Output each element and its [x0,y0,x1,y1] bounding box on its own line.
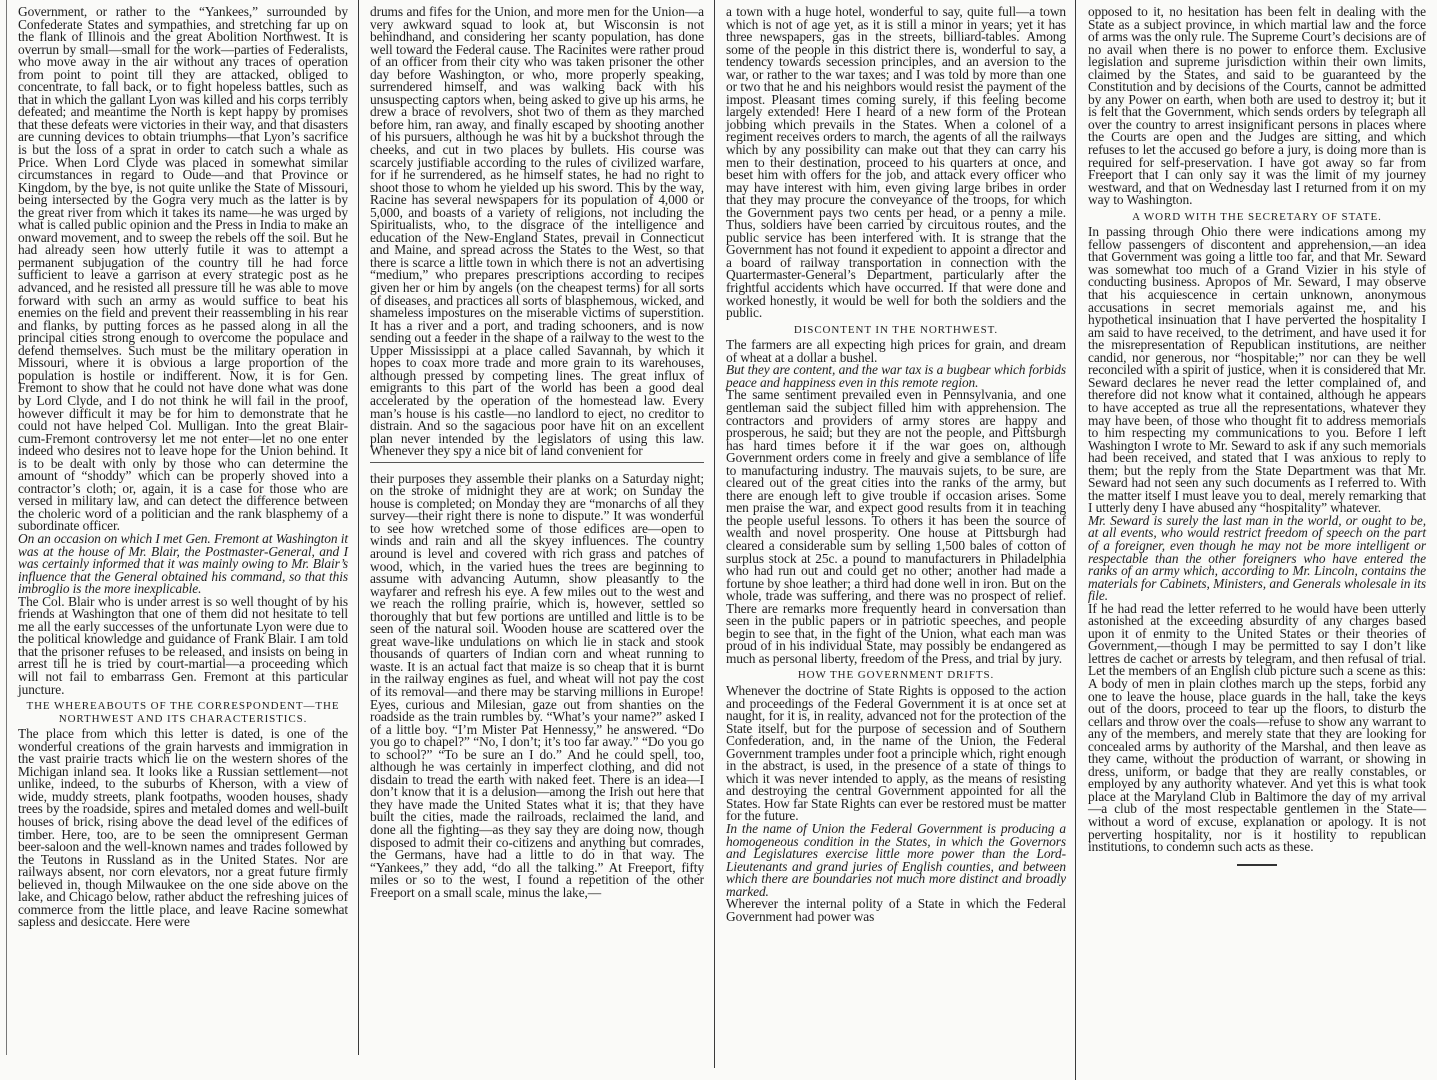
section-heading: HOW THE GOVERNMENT DRIFTS. [797,669,995,682]
column-rule-left [6,0,7,1055]
italic-paragraph: In the name of Union the Federal Government is producing a homogeneous condition in the States, in which the Governors and Legislatures exercise little more power than the Lord-Lieutenants and grand juries of English counties, and between which there are boundaries not much more distinct and broadly marked. [726,821,1066,899]
column-2 [360,0,712,1070]
article-end-rule [1237,864,1277,866]
column-3 [716,0,1074,1070]
paragraph: Government, or rather to the “Yankees,” surrounded by Confederate States and sympathies, and stretching far up on the flank of Illinois and the great Abolition Northwest. It is overrun by small—small for the work—parties of Federalists, who move away in the air without any traces of operation from point to point till they are attacked, obliged to concentrate, to fall back, or to fight hopeless battles, such as that in which the gallant Lyon was killed and his corps terribly defeated; and meantime the North is kept happy by promises that these defeats were victories in their way, and that disasters are cunning devices to obtain triumphs—that Lyon’s sacrifice is but the loss of a sprat in order to catch such a whale as Price. When Lord Clyde was placed in somewhat similar circumstances in regard to Oude—and that Province or Kingdom, by the bye, is not quite unlike the State of Missouri, being intersected by the Gogra very much as the latter is by the great river from which it takes its name—he was urged by what is called public opinion and the Press in India to make an onward movement, and to sweep the rebels off the soil. But he had already seen how utterly futile it was to attempt a permanent subjugation of the country till he had force sufficient to leave a garrison at every strategic post as he advanced, and he resisted all pressure till he was able to move forward with such an army as would suffice to beat his enemies on the field and prevent their reassembling in his rear and flanks, by putting forces as he passed along in all the principal cities strong enough to overcome the populace and defend themselves. Such must be the military operation in Missouri, where it is obvious a large proportion of the population is hostile or indifferent. Now, it is for Gen. Fremont to show that he could not have done what was done by Lord Clyde, and I do not think he will fail in the proof, however difficult it may be for him to demonstrate that he could not have helped Col. Mulligan. Into the great Blair-cum-Fremont controversy let me not enter—let no one enter indeed who desires not to leave hope for the Union behind. It is to be dealt with only by those who can determine the amount of “shoddy” which can be properly shoved into a contractor’s cloth; or, again, it is a case for those who are versed in military law, and can detect the difference between the choleric word of a politician and the rank blasphemy of a subordinate officer. [18,4,348,534]
column-4 [1078,0,1434,1070]
column-rule-1 [358,0,359,1055]
paragraph: The same sentiment prevailed even in Pennsylvania, and one gentleman said the subject filled him with apprehension. The contractors and providers of army stores are happy and prosperous, he said; but they are not the people, and Pittsburgh has hard times before it if the war goes on, although Government orders come in freely and give a semblance of life to manufacturing industry. The mauvais sujets, to be sure, are cleared out of the great cities into the ranks of the army, but there are enough left to give trouble if occasion arises. Some men praise the war, and expect good results from it in teaching the people useful lessons. To others it has been the source of wealth and novel prosperity. One house at Pittsburgh had cleared a considerable sum by selling 1,500 bales of cotton of surplus stock at 25c. a pound to manufacturers in Philadelphia who had run out and could get no other; another had made a fortune by shoe leather; a third had done well in iron. But on the whole, trade was suffering, and there was no prospect of relief. There are remarks more frequently heard in conversation than seen in the public papers or in patriotic speeches, and people begin to see that, in the fight of the Union, what each man was proud of in his individual State, may possibly be endangered as much as personal liberty, freedom of the Press, and trial by jury. [726,387,1066,666]
italic-paragraph: Mr. Seward is surely the last man in the world, or ought to be, at all events, who would restrict freedom of speech on the part of a foreigner, even though he may not be more intelligent or respectable than the other foreigners who have entered the ranks of an army which, according to Mr. Lincoln, contains the materials for Cabinets, Ministers, and Generals wholesale in its file. [1088,512,1426,604]
paragraph: a town with a huge hotel, wonderful to say, quite full—a town which is not of age yet, as it is still a minor in years; yet it has three newspapers, gas in the streets, billiard-tables. Among some of the people in this district there is, wonderful to say, a tendency towards secession principles, and an aversion to the war, or rather to the war taxes; and I was told by more than one or two that he and his neighbors would resist the payment of the impost. Pleasant times coming surely, if this feeling become largely extended! Here I heard of a new form of the Protean jobbing which prevails in the States. When a colonel of a regiment receives orders to march, the agents of all the railways which by any possibility can make out that they can carry his men to their destination, proceed to his quarters at once, and beset him with offers for the job, and attack every officer who may have interest with him, even giving large bribes in order that they may procure the conveyance of the troops, for which the Government pays two cents per head, or a penny a mile. Thus, soldiers have been carried by circuitous routes, and the public service has been interfered with. It is strange that the Government has not found it expedient to appoint a director and a board of railway transportation in connection with the Quartermaster-General’s Department, particularly after the frightful accidents which have occurred. If that were done and worked honestly, it would be well for both the soldiers and the public. [726,4,1066,321]
paragraph: The Col. Blair who is under arrest is so well thought of by his friends at Washington that one of them did not hesitate to tell me all the early successes of the unfortunate Lyon were due to the political knowledge and guidance of Frank Blair. I am told that the prisoner refuses to be released, and insists on being in arrest till he is tried by court-martial—a proceeding which will not fail to embarrass Gen. Fremont at this particular juncture. [18,593,348,697]
column-split-rule [370,462,704,469]
column-rule-3 [1075,0,1076,1080]
paragraph: Wherever the internal polity of a State in which the Federal Government had power was [726,896,1066,924]
paragraph: The place from which this letter is dated, is one of the wonderful creations of the grain harvests and immigration in the vast prairie tracts which lie on the western shores of the Michigan inland sea. It looks like a Russian settlement—not unlike, indeed, to the suburbs of Kherson, with a view of wide, muddy streets, plank footpaths, wooden houses, shady trees by the roadside, spires and metaled domes and well-built houses of brick, rising above the dead level of the edifices of timber. Here, too, are to be seen the omnipresent German beer-saloon and the well-known names and trades followed by the Teutons in Russland as in the United States. Nor are railways absent, nor corn elevators, nor a great future firmly believed in, though Milwaukee on the one side above on the lake, and Chicago below, rather abduct the refreshing juices of commerce from the little place, and leave Racine somewhat sapless and desiccate. Here were [18,726,348,930]
section-heading: A WORD WITH THE SECRETARY OF STATE. [1132,210,1382,223]
column-1 [8,0,356,1070]
italic-paragraph: But they are content, and the war tax is a bugbear which forbids peace and happiness even in this remote region. [726,362,1066,390]
column-rule-2 [714,0,715,1068]
paragraph: If he had read the letter referred to he would have been utterly astonished at the exceeding absurdity of any charges based upon it of enmity to the United States or their theories of Government,—though I may be permitted to say I don’t like lettres de cachet or arrests by telegram, and then refusal of trial. Let the members of an English club picture such a scene as this: A body of men in plain clothes march up the steps, forbid any one to leave the house, place guards in the hall, take the keys out of the doors, proceed to tear up the floors, to disturb the cellars and throw over the coals—refuse to show any warrant to any of the members, and merely state that they are looking for concealed arms by authority of the Marshal, and then leave as they came, without the production of warrant, or showing in dress, uniform, or badge that they are really constables, or employed by any authority whatever. And yet this is what took place at the Maryland Club in Baltimore the day of my arrival—a club of the most respectable gentlemen in the State—without a word of excuse, explanation or apology. It is not perverting hospitality, nor is it hostility to republican institutions, to condemn such acts as these. [1088,600,1426,855]
paragraph: drums and fifes for the Union, and more men for the Union—a very awkward squad to look at, but Wisconsin is not behindhand, and considering her scanty population, has done well toward the Federal cause. The Racinites were rather proud of an officer from their city who was taken prisoner the other day before Washington, or who, more properly speaking, surrendered himself, and was walking back with his unsuspecting captors when, being asked to give up his arms, he drew a brace of revolvers, shot two of them as they marched before him, ran away, and finally escaped by shooting another of his pursuers, although he was hit by a buckshot through the cheeks, and cut in two places by bullets. His course was scarcely justifiable according to the rules of civilized warfare, for if he surrendered, as he himself states, he had no right to shoot those to whom he yielded up his sword. This by the way, Racine has several newspapers for its population of 4,000 or 5,000, and boasts of a variety of religions, not including the Spiritualists, who, to the disgrace of the intelligence and education of the New-England States, prevail in Connecticut and Maine, and spread across the States to the West, so that there is scarce a little town in which there is not an advertising “medium,” who prepares prescriptions according to recipes given her or him by angels (on the cheapest terms) for all sorts of diseases, and practices all sorts of blasphemous, wicked, and shameless impostures on the miserable victims of superstition. It has a river and a port, and trading schooners, and is now sending out a feeder in the shape of a railway to the west to the Upper Mississippi at a place called Savannah, by which it hopes to coax more trade and more grain to its warehouses, although pressed by competing lines. The great influx of emigrants to this part of the world has been a good deal accelerated by the operation of the homestead law. Every man’s house is his castle—no landlord to eject, no creditor to distrain. And so the sagacious poor have hit on an excellent plan never intended by the legislators of using this law. Whenever they spy a nice bit of land convenient for [370,4,704,459]
paragraph: In passing through Ohio there were indications among my fellow passengers of discontent and apprehension,—an idea that Government was going a little too far, and that Mr. Seward was somewhat too much of a Grand Vizier in his style of conducting business. Apropos of Mr. Seward, I may observe that his acquiescence in certain unknown, anonymous accusations in secret memorials against me, and his hypothetical insinuation that I have perverted the hospitality I am said to have received, to the detriment, and have used it for the misrepresentation of Republican institutions, are neither candid, nor generous, nor “hospitable;” nor can they be well reconciled with a spirit of justice, when it is considered that Mr. Seward declares he never read the letter complained of, and therefore did not know what it contained, although he appears to have accepted as true all the representations, whatever they may have been, of those who thought fit to address memorials to him respecting my communications to you. Before I left Washington I wrote to Mr. Seward to ask if any such memorials had been received, and stated that I was anxious to reply to them; but the reply from the State Department was that Mr. Seward had not seen any such documents as I referred to. With the matter itself I must leave you to deal, merely remarking that I utterly deny I have abused any “hospitality” whatever. [1088,224,1426,516]
paragraph: their purposes they assemble their planks on a Saturday night; on the stroke of midnight they are at work; on Sunday the house is completed; on Monday they are “monarchs of all they survey—their right there is none to dispute.” It was wonderful to see how wretched some of those edifices are—open to winds and rain and all the skyey influences. The country around is level and covered with rich grass and patches of wood, which, in the varied hues the trees are beginning to assume with advancing Autumn, show pleasantly to the wayfarer and refresh his eye. A few miles out to the west and we reach the rolling prairie, which is, however, settled so thoroughly that but few portions are untilled and little is to be seen of the natural soil. Wooden house are scattered over the great wave-like undulations on which lie in stack and stook thousands of quarters of Indian corn and wheat running to waste. It is an actual fact that maize is so cheap that it is burnt in the railway engines as fuel, and wheat will not pay the cost of its removal—and there may be starving millions in Europe! Eyes, curious and Milesian, gaze out from shanties on the roadside as the train rumbles by. “What’s your name?” asked I of a little boy. “I’m Mister Pat Hennessy,” he answered. “Do you go to chapel?” “No, I don’t; it’s too far away.” “Do you go to school?” “To be sure an I do.” And he could spell, too, although he was certainly in imperfect clothing, and did not disdain to tread the earth with naked feet. There is an idea—I don’t know that it is a delusion—among the Irish out here that they have made the United States what it is; that they have built the cities, made the railroads, reclaimed the land, and done all the fighting—as they say they are doing now, though disposed to admit their co-citizens and anything but comrades, the Germans, have had a little to do in that way. The “Yankees,” they add, “do all the talking.” At Freeport, fifty miles or so to the west, I found a repetition of the other Freeport on a small scale, minus the lake,— [370,470,704,900]
section-heading: THE WHEREABOUTS OF THE CORRESPONDENT—THE NORTHWEST AND ITS CHARACTERISTICS. [26,700,340,725]
paragraph: opposed to it, no hesitation has been felt in dealing with the State as a subject province, in which martial law and the force of arms was the only rule. The Supreme Court’s decisions are of no avail when there is no power to enforce them. Exclusive legislation and supreme jurisdiction within their own limits, claimed by the States, and said to be guaranteed by the Constitution and by decisions of the Courts, cannot be admitted by any Power on earth, when both are used to destroy it; but it is felt that the Government, which sends orders by telegraph all over the country to arrest insignificant persons in places where the Courts are open and the Judges are sitting, and which refuses to let the accused go before a jury, is doing more than is required for self-preservation. I have got away so far from Freeport that I can only say it was the limit of my journey westward, and that on Wednesday last I returned from it on my way to Washington. [1088,4,1426,208]
paragraph: The farmers are all expecting high prices for grain, and dream of wheat at a dollar a bushel. [726,337,1066,365]
paragraph: Whenever the doctrine of State Rights is opposed to the action and proceedings of the Federal Government it is at once set at naught, for it is, in reality, advanced not for the protection of the State itself, but for the purpose of secession and of Southern Confederation, and, in the name of the Union, the Federal Government tramples under foot a principle which, right enough in the abstract, is used, in the presence of a state of things to which it was never intended to apply, as the means of resisting and destroying the central Government appointed for all the States. How far State Rights can ever be restored must be matter for the future. [726,682,1067,824]
italic-paragraph: On an occasion on which I met Gen. Fremont at Washington it was at the house of Mr. Blair, the Postmaster-General, and I was certainly informed that it was mainly owing to Mr. Blair’s influence that the General obtained his command, so that this imbroglio is the more inexplicable. [18,530,348,597]
section-heading: DISCONTENT IN THE NORTHWEST. [793,323,999,336]
